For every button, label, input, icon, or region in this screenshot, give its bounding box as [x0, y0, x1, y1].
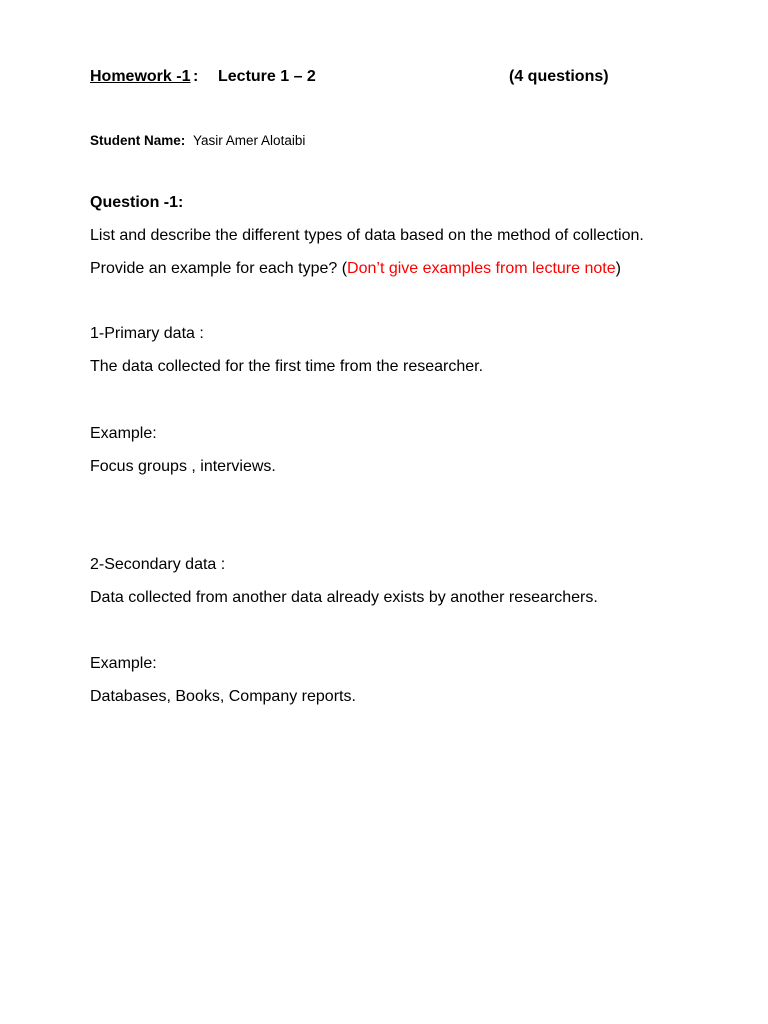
- lecture-range: Lecture 1 – 2: [218, 68, 316, 85]
- question-1-instruction: [90, 259, 621, 279]
- question-count: (4 questions): [509, 68, 609, 85]
- homework-label: Homework -1: [90, 68, 191, 85]
- question-1-text: List and describe the different types of data based on the method of collection.: [90, 227, 644, 244]
- secondary-example-label: Example:: [90, 655, 157, 672]
- question-1-heading: Question -1:: [90, 194, 184, 211]
- student-name-label: Student Name:: [90, 133, 186, 148]
- primary-data-heading: 1-Primary data :: [90, 325, 204, 342]
- instruction-prefix: Provide an example for each type? (: [90, 260, 348, 277]
- student-name-line: [90, 131, 305, 151]
- secondary-data-heading: 2-Secondary data :: [90, 556, 226, 573]
- secondary-data-definition: Data collected from another data already exists by another researchers.: [90, 589, 598, 606]
- primary-example-text: Focus groups , interviews.: [90, 458, 276, 475]
- primary-data-definition: The data collected for the first time from the researcher.: [90, 358, 484, 375]
- student-name-value: Yasir Amer Alotaibi: [193, 133, 306, 148]
- instruction-note: Don’t give examples from lecture note: [347, 260, 616, 277]
- secondary-example-text: Databases, Books, Company reports.: [90, 688, 356, 705]
- primary-example-label: Example:: [90, 425, 157, 442]
- instruction-suffix: ): [615, 260, 621, 277]
- title-colon: :: [193, 68, 199, 85]
